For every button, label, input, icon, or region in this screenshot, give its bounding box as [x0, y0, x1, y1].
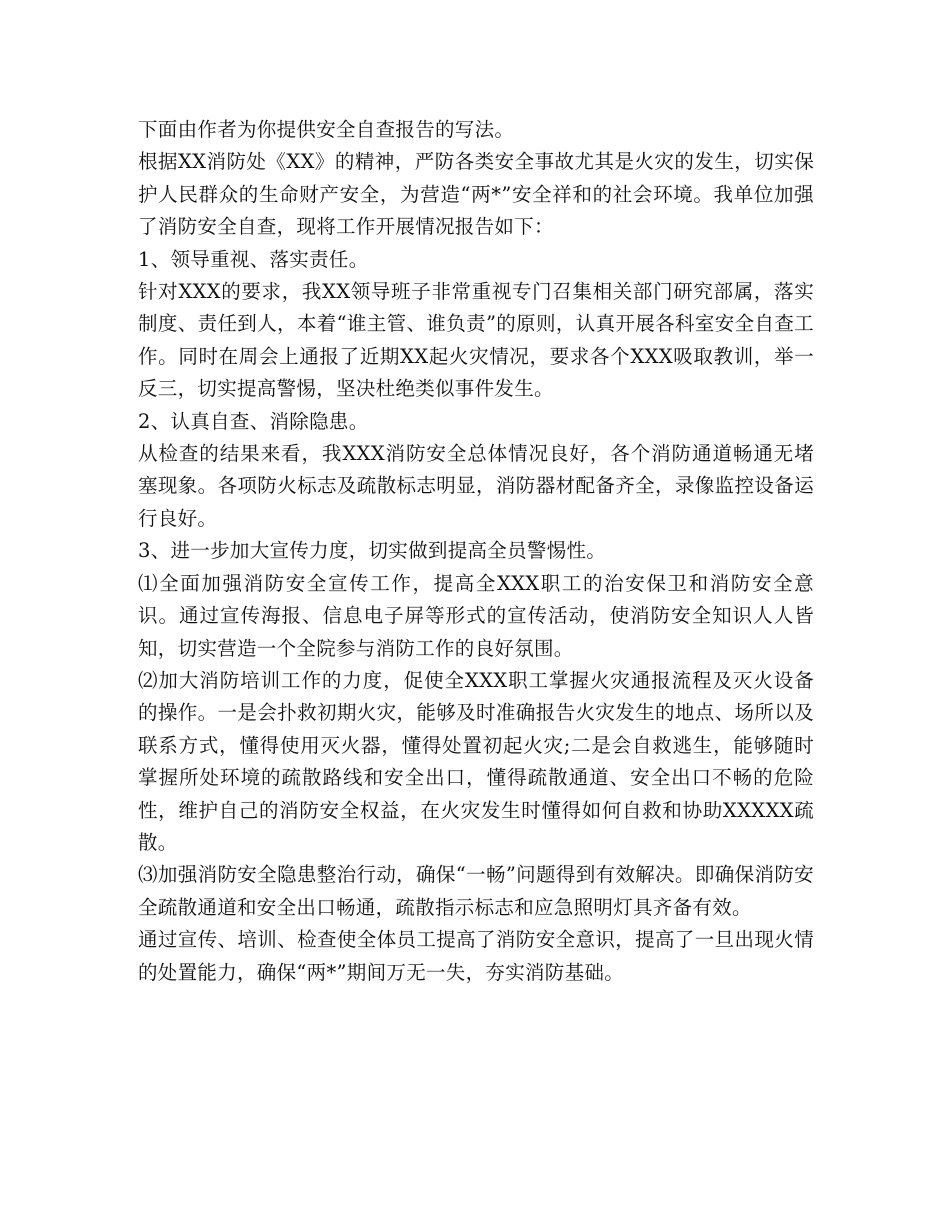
document-page [138, 114, 814, 989]
section-3-item-1: ⑴全面加强消防安全宣传工作，提高全XXX职工的治安保卫和消防安全意识。通过宣传海报、信息电子屏等形式的宣传活动，使消防安全知识人人皆知，切实营造一个全院参与消防工作的良好氛围。 [138, 571, 814, 660]
intro-paragraph: 下面由作者为你提供安全自查报告的写法。 [138, 118, 515, 141]
section-3-item-3: ⑶加强消防安全隐患整治行动，确保“一畅”问题得到有效解决。即确保消防安全疏散通道和安全出口畅通，疏散指示标志和应急照明灯具齐备有效。 [138, 863, 814, 919]
section-heading-2: 2、认真自查、消除隐患。 [138, 409, 369, 433]
conclusion-paragraph: 通过宣传、培训、检查使全体员工提高了消防安全意识，提高了一旦出现火情的处置能力，确保“两*”期间万无一失，夯实消防基础。 [138, 928, 814, 984]
section-3-item-2: ⑵加大消防培训工作的力度，促使全XXX职工掌握火灾通报流程及灭火设备的操作。一是会扑救初期火灾，能够及时准确报告火灾发生的地点、场所以及联系方式，懂得使用灭火器，懂得处置初起火灾;二是会自救逃生，能够随时掌握所处环境的疏散路线和安全出口，懂得疏散通道、安全出口不畅的危险性，维护自己的消防安全权益，在火灾发生时懂得如何自救和协助XXXXX疏散。 [138, 668, 814, 854]
section-heading-1: 1、领导重视、落实责任。 [138, 247, 369, 271]
background-paragraph: 根据XX消防处《XX》的精神，严防各类安全事故尤其是火灾的发生，切实保护人民群众的生命财产安全，为营造“两*”安全祥和的社会环境。我单位加强了消防安全自查，现将工作开展情况报告如下： [138, 150, 814, 239]
section-1-paragraph: 针对XXX的要求，我XX领导班子非常重视专门召集相关部门研究部属，落实制度、责任到人，本着“谁主管、谁负责”的原则，认真开展各科室安全自查工作。同时在周会上通报了近期XX起火灾情况，要求各个XXX吸取教训，举一反三，切实提高警惕，坚决杜绝类似事件发生。 [138, 280, 814, 401]
section-heading-3: 3、进一步加大宣传力度，切实做到提高全员警惕性。 [138, 539, 607, 563]
section-2-paragraph: 从检查的结果来看，我XXX消防安全总体情况良好，各个消防通道畅通无堵塞现象。各项防火标志及疏散标志明显，消防器材配备齐全，录像监控设备运行良好。 [138, 442, 814, 530]
